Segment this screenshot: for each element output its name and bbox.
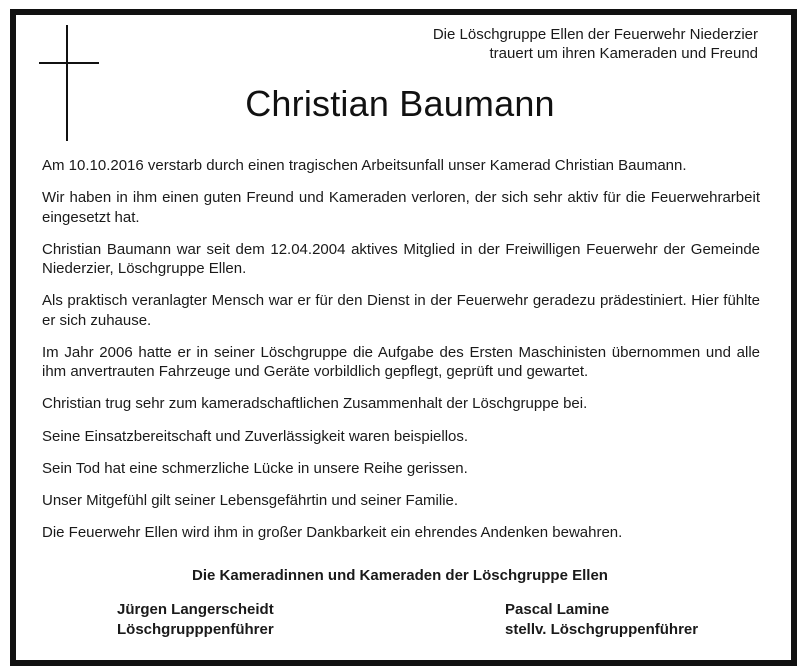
signature-role: stellv. Löschgruppenführer [505, 621, 699, 638]
paragraph-6: Christian trug sehr zum kameradschaftlichen Zusammenhalt der Löschgruppe bei. [42, 395, 588, 413]
signature-name: Pascal Lamine [505, 601, 610, 618]
closing-line: Die Kameradinnen und Kameraden der Löschgruppe Ellen [192, 567, 608, 584]
cross-horizontal-bar [39, 62, 99, 64]
paragraph-9: Unser Mitgefühl gilt seiner Lebensgefährtin und seiner Familie. [42, 491, 459, 509]
paragraph-3: Christian Baumann war seit dem 12.04.2004 aktives Mitglied in der Freiwilligen Feuerwehr der Gemeinde Niederzier, Löschgruppe Ellen. [42, 240, 760, 278]
paragraph-1: Am 10.10.2016 verstarb durch einen tragischen Arbeitsunfall unser Kamerad Christian Baumann. [42, 157, 687, 174]
paragraph-2: Wir haben in ihm einen guten Freund und Kameraden verloren, der sich sehr aktiv für die Feuerwehrarbeit eingesetzt hat. [42, 189, 760, 226]
paragraph-7: Seine Einsatzbereitschaft und Zuverlässigkeit waren beispiellos. [42, 427, 469, 445]
header-line-1: Die Löschgruppe Ellen der Feuerwehr Niederzier [432, 26, 758, 43]
paragraph-8: Sein Tod hat eine schmerzliche Lücke in unsere Reihe gerissen. [42, 459, 468, 477]
signature-role: Löschgrupppenführer [117, 621, 274, 638]
deceased-name: Christian Baumann [245, 83, 555, 124]
paragraph-5: Im Jahr 2006 hatte er in seiner Löschgruppe die Aufgabe des Ersten Maschinisten übernommen und alle ihm anvertrauten Fahrzeuge und Geräte vorbildlich gepflegt, geprüft und gewartet. [42, 343, 760, 381]
paragraph-10: Die Feuerwehr Ellen wird ihm in großer Dankbarkeit ein ehrendes Andenken bewahren. [42, 523, 623, 541]
obituary-body [42, 156, 760, 555]
paragraph-4: Als praktisch veranlagter Mensch war er für den Dienst in der Feuerwehr geradezu prädestiniert. Hier fühlte er sich zuhause. [42, 292, 760, 329]
header-line-2: trauert um ihren Kameraden und Freund [489, 45, 758, 62]
signature-name: Jürgen Langerscheidt [117, 601, 274, 618]
signature-left [117, 600, 274, 640]
header-text [433, 25, 758, 63]
signature-right [505, 600, 698, 640]
